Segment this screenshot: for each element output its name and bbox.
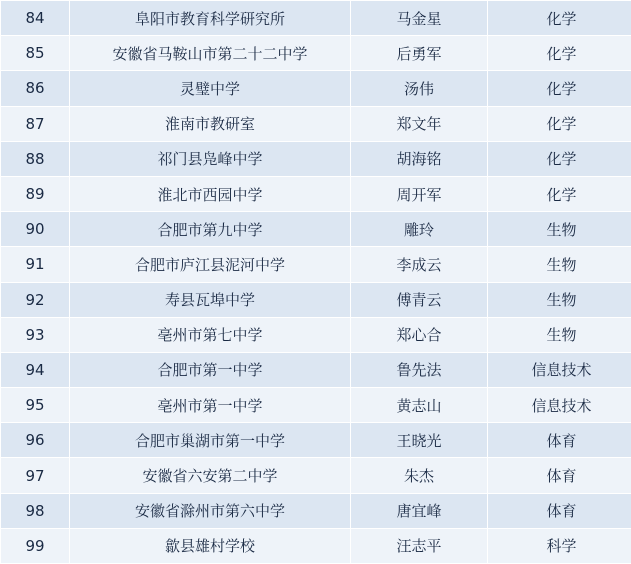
row-org: 灵璧中学 [70, 71, 351, 106]
row-org: 祁门县凫峰中学 [70, 141, 351, 176]
table-row [1, 71, 631, 106]
row-subject: 生物 [488, 212, 631, 247]
row-name: 王晓光 [351, 423, 488, 458]
row-id: 93 [1, 317, 70, 352]
row-org: 合肥市庐江县泥河中学 [70, 247, 351, 282]
row-id: 87 [1, 106, 70, 141]
row-subject: 体育 [488, 458, 631, 493]
row-subject: 化学 [488, 141, 631, 176]
row-name: 周开军 [351, 176, 488, 211]
table-row [1, 388, 631, 423]
row-subject: 化学 [488, 106, 631, 141]
row-id: 97 [1, 458, 70, 493]
table-row [1, 1, 631, 36]
row-subject: 体育 [488, 493, 631, 528]
row-name: 郑文年 [351, 106, 488, 141]
table-row [1, 106, 631, 141]
table-row [1, 352, 631, 387]
table-row [1, 36, 631, 71]
row-subject: 信息技术 [488, 388, 631, 423]
table-row [1, 493, 631, 528]
table-row [1, 176, 631, 211]
row-name: 唐宜峰 [351, 493, 488, 528]
row-id: 88 [1, 141, 70, 176]
table-row [1, 317, 631, 352]
row-subject: 化学 [488, 71, 631, 106]
row-name: 郑心合 [351, 317, 488, 352]
row-org: 安徽省滁州市第六中学 [70, 493, 351, 528]
row-name: 胡海铭 [351, 141, 488, 176]
table-row [1, 423, 631, 458]
row-name: 雕玲 [351, 212, 488, 247]
row-name: 后勇军 [351, 36, 488, 71]
row-subject: 科学 [488, 528, 631, 563]
row-org: 安徽省马鞍山市第二十二中学 [70, 36, 351, 71]
row-name: 汤伟 [351, 71, 488, 106]
row-subject: 信息技术 [488, 352, 631, 387]
row-subject: 化学 [488, 36, 631, 71]
table-row [1, 212, 631, 247]
row-id: 92 [1, 282, 70, 317]
row-org: 合肥市第九中学 [70, 212, 351, 247]
row-name: 鲁先法 [351, 352, 488, 387]
row-subject: 体育 [488, 423, 631, 458]
table-row [1, 247, 631, 282]
table-row [1, 528, 631, 563]
row-name: 傅青云 [351, 282, 488, 317]
table-row [1, 141, 631, 176]
row-org: 安徽省六安第二中学 [70, 458, 351, 493]
row-subject: 生物 [488, 247, 631, 282]
row-org: 亳州市第七中学 [70, 317, 351, 352]
row-org: 歙县雄村学校 [70, 528, 351, 563]
row-id: 90 [1, 212, 70, 247]
row-org: 淮南市教研室 [70, 106, 351, 141]
row-subject: 生物 [488, 317, 631, 352]
row-org: 合肥市第一中学 [70, 352, 351, 387]
row-name: 朱杰 [351, 458, 488, 493]
row-id: 96 [1, 423, 70, 458]
row-org: 合肥市巢湖市第一中学 [70, 423, 351, 458]
table-row [1, 282, 631, 317]
row-subject: 化学 [488, 1, 631, 36]
row-id: 99 [1, 528, 70, 563]
row-name: 黄志山 [351, 388, 488, 423]
row-org: 阜阳市教育科学研究所 [70, 1, 351, 36]
row-name: 李成云 [351, 247, 488, 282]
table-row [1, 458, 631, 493]
row-id: 98 [1, 493, 70, 528]
row-subject: 生物 [488, 282, 631, 317]
row-id: 85 [1, 36, 70, 71]
row-id: 86 [1, 71, 70, 106]
row-name: 汪志平 [351, 528, 488, 563]
row-id: 84 [1, 1, 70, 36]
row-id: 91 [1, 247, 70, 282]
row-id: 94 [1, 352, 70, 387]
row-id: 89 [1, 176, 70, 211]
roster-table-body [1, 1, 631, 564]
row-org: 亳州市第一中学 [70, 388, 351, 423]
row-org: 淮北市西园中学 [70, 176, 351, 211]
row-subject: 化学 [488, 176, 631, 211]
row-id: 95 [1, 388, 70, 423]
row-org: 寿县瓦埠中学 [70, 282, 351, 317]
row-name: 马金星 [351, 1, 488, 36]
